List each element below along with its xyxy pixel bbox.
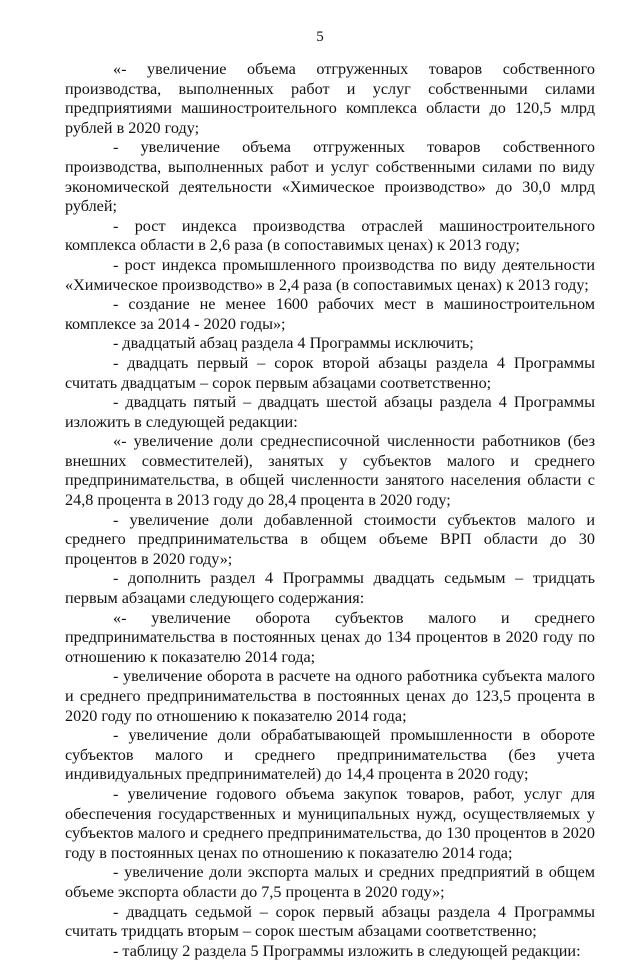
paragraph: - дополнить раздел 4 Программы двадцать седьмым – тридцать первым абзацами следующего содержания: <box>65 569 595 608</box>
paragraph: - рост индекса промышленного производства по виду деятельности «Химическое производство» в 2,4 раза (в сопоставимых ценах) к 2013 году; <box>65 255 595 294</box>
document-body <box>65 60 595 961</box>
paragraph: - двадцать первый – сорок второй абзацы раздела 4 Программы считать двадцатым – сорок первым абзацами соответственно; <box>65 353 595 392</box>
paragraph: «- увеличение оборота субъектов малого и среднего предпринимательства в постоянных ценах до 134 процентов в 2020 году по отношению к показателю 2014 года; <box>65 608 595 666</box>
paragraph: - создание не менее 1600 рабочих мест в машиностроительном комплексе за 2014 - 2020 годы»; <box>65 295 595 333</box>
paragraph: - увеличение доли обрабатывающей промышленности в обороте субъектов малого и среднего предпринимательства (без учета индивидуальных предпринимателей) до 14,4 процента в 2020 году; <box>65 726 595 784</box>
paragraph: - увеличение объема отгруженных товаров собственного производства, выполненных работ и услуг собственными силами по виду экономической деятельности «Химическое производство» до 30,0 млрд рублей; <box>65 138 595 216</box>
paragraph: - увеличение оборота в расчете на одного работника субъекта малого и среднего предпринимательства в постоянных ценах до 123,5 процента в 2020 году по отношению к показателю 2014 года; <box>65 667 595 725</box>
paragraph: - таблицу 2 раздела 5 Программы изложить в следующей редакции: <box>113 941 581 960</box>
paragraph: - рост индекса производства отраслей машиностроительного комплекса области в 2,6 раза (в сопоставимых ценах) к 2013 году; <box>65 216 595 255</box>
paragraph: - увеличение доли экспорта малых и средних предприятий в общем объеме экспорта области до 7,5 процента в 2020 году»; <box>65 863 595 901</box>
paragraph: - двадцатый абзац раздела 4 Программы исключить; <box>113 334 474 353</box>
paragraph: «- увеличение объема отгруженных товаров собственного производства, выполненных работ и услуг собственными силами предприятиями машиностроительного комплекса области до 120,5 млрд рублей в 2020 году; <box>65 60 595 137</box>
paragraph: - увеличение годового объема закупок товаров, работ, услуг для обеспечения государственных и муниципальных нужд, осуществляемых у субъектов малого и среднего предпринимательства, до 130 процентов в 2020 году в постоянных ценах по отношению к показателю 2014 года; <box>65 784 595 862</box>
paragraph: - двадцать седьмой – сорок первый абзацы раздела 4 Программы считать тридцать вторым – сорок шестым абзацами соответственно; <box>65 902 595 941</box>
paragraph: «- увеличение доли среднесписочной численности работников (без внешних совместителей), занятых у субъектов малого и среднего предпринимательства, в общей численности занятого населения области с 24,8 процента в 2013 году до 28,4 процента в 2020 году; <box>65 432 595 510</box>
page-number: 5 <box>316 29 324 45</box>
paragraph: - увеличение доли добавленной стоимости субъектов малого и среднего предпринимательства в общем объеме ВРП области до 30 процентов в 2020 году»; <box>65 510 595 568</box>
paragraph: - двадцать пятый – двадцать шестой абзацы раздела 4 Программы изложить в следующей редакции: <box>65 393 595 431</box>
